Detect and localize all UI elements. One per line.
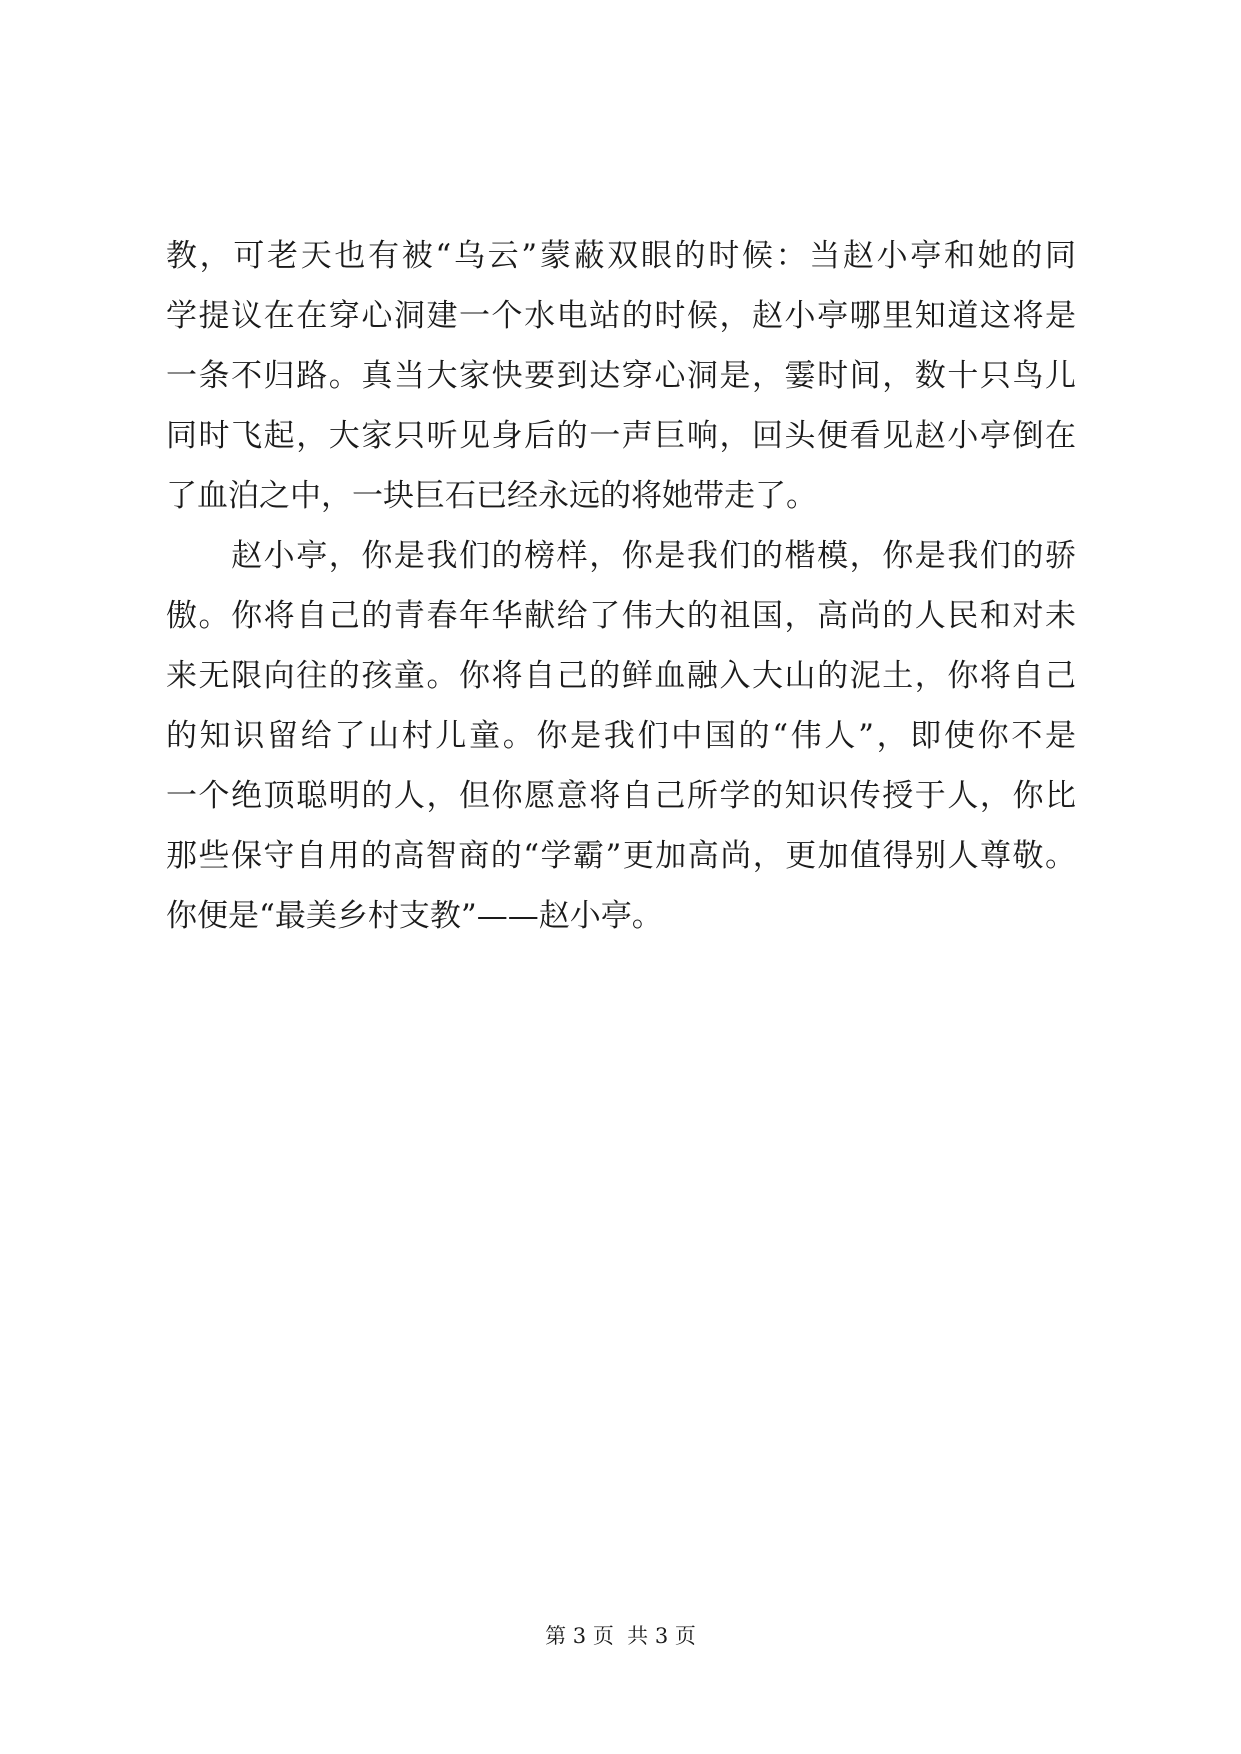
text-line: 一条不归路。真当大家快要到达穿心洞是，霎时间，数十只鸟儿 (166, 358, 1076, 394)
text-line: 傲。你将自己的青春年华献给了伟大的祖国，高尚的人民和对未 (166, 598, 1076, 634)
text-line: 教，可老天也有被“乌云”蒙蔽双眼的时候：当赵小亭和她的同 (166, 238, 1076, 274)
paragraph-1 (166, 226, 1076, 526)
text-line: 一个绝顶聪明的人，但你愿意将自己所学的知识传授于人，你比 (166, 778, 1076, 814)
text-line: 了血泊之中，一块巨石已经永远的将她带走了。 (166, 478, 817, 514)
text-line: 你便是“最美乡村支教”——赵小亭。 (166, 898, 663, 934)
text-line: 的知识留给了山村儿童。你是我们中国的“伟人”，即使你不是 (166, 718, 1076, 754)
page-number-footer: 第 3 页 共 3 页 (545, 1624, 696, 1648)
text-line: 来无限向往的孩童。你将自己的鲜血融入大山的泥土，你将自己 (166, 658, 1076, 694)
body-text (166, 226, 1076, 946)
text-line: 学提议在在穿心洞建一个水电站的时候，赵小亭哪里知道这将是 (166, 298, 1076, 334)
paragraph-2 (166, 526, 1076, 946)
text-line: 那些保守自用的高智商的“学霸”更加高尚，更加值得别人尊敬。 (166, 838, 1076, 874)
text-line: 同时飞起，大家只听见身后的一声巨响，回头便看见赵小亭倒在 (166, 418, 1076, 454)
text-line: 赵小亭，你是我们的榜样，你是我们的楷模，你是我们的骄 (166, 538, 1076, 574)
